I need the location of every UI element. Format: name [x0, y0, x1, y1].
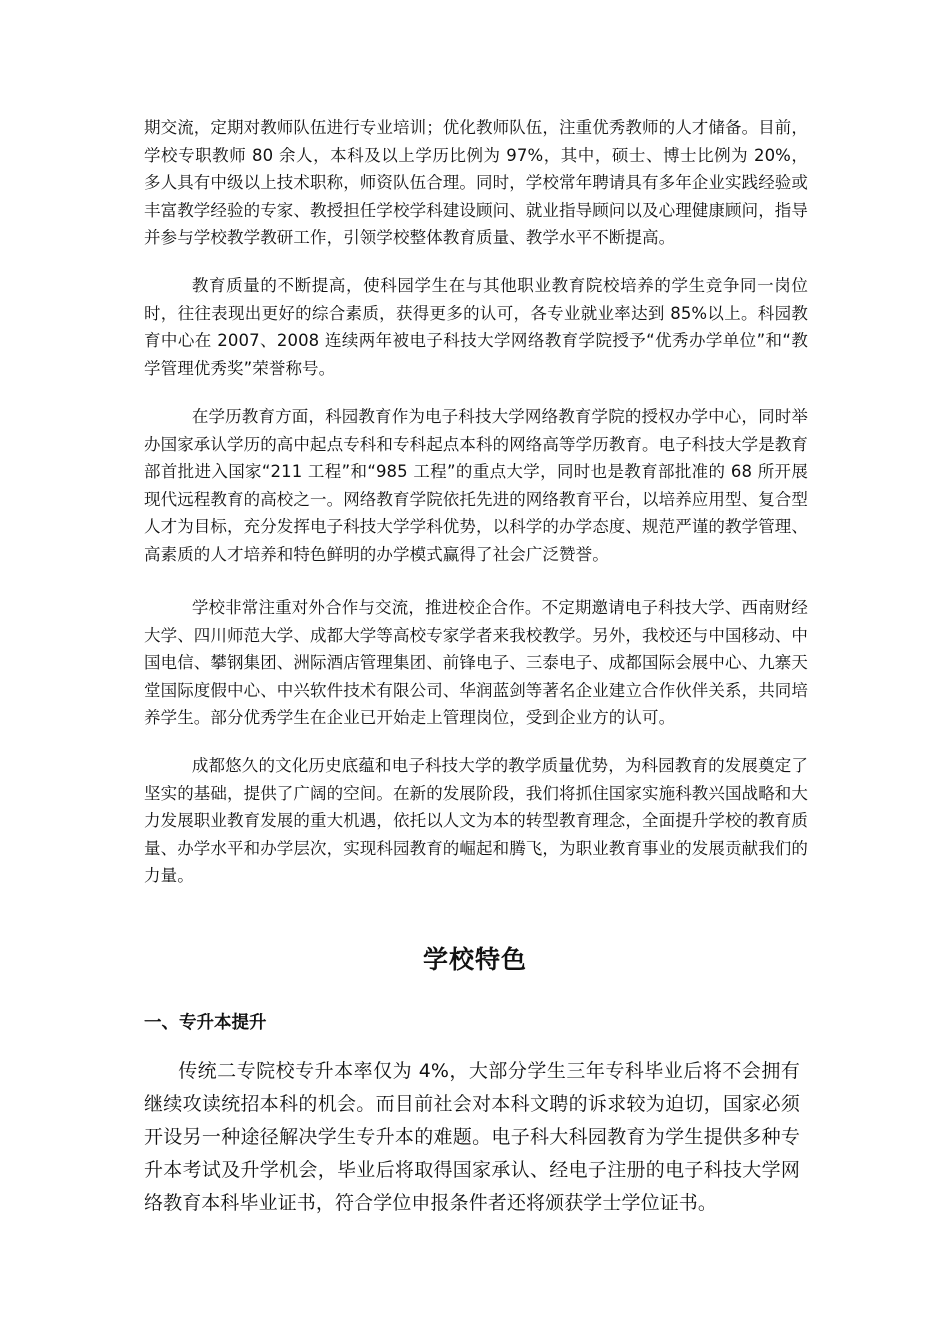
- paragraph-development: 成都悠久的文化历史底蕴和电子科技大学的教学质量优势，为科园教育的发展奠定了坚实的基础，提供了广阔的空间。在新的发展阶段，我们将抓住国家实施科教兴国战略和大力发展职业教育发展的重大机遇，依托以人文为本的转型教育理念，全面提升学校的教育质量、办学水平和办学层次，实现科园教育的崛起和腾飞，为职业教育事业的发展贡献我们的力量。: [144, 756, 808, 885]
- paragraph-faculty: 期交流，定期对教师队伍进行专业培训；优化教师队伍，注重优秀教师的人才储备。目前，学校专职教师 80 余人，本科及以上学历比例为 97%，其中，硕士、博士比例为 20%，多人具有中级以上技术职称，师资队伍合理。同时，学校常年聘请具有多年企业实践经验或丰富教学经验的专家、教授担任学校学科建设顾问、就业指导顾问以及心理健康顾问，指导并参与学校教学教研工作，引领学校整体教育质量、教学水平不断提高。: [144, 118, 808, 247]
- paragraph-cooperation: 学校非常注重对外合作与交流，推进校企合作。不定期邀请电子科技大学、西南财经大学、四川师范大学、成都大学等高校专家学者来我校教学。另外，我校还与中国移动、中国电信、攀钢集团、洲际酒店管理集团、前锋电子、三泰电子、成都国际会展中心、九寨天堂国际度假中心、中兴软件技术有限公司、华润蓝剑等著名企业建立合作伙伴关系，共同培养学生。部分优秀学生在企业已开始走上管理岗位，受到企业方的认可。: [144, 598, 808, 727]
- paragraph-education-quality: 教育质量的不断提高，使科园学生在与其他职业教育院校培养的学生竞争同一岗位时，往往表现出更好的综合素质，获得更多的认可，各专业就业率达到 85%以上。科园教育中心在 2007、2008 连续两年被电子科技大学网络教育学院授予“优秀办学单位”和“教学管理优秀奖”荣誉称号。: [144, 276, 808, 378]
- paragraph-upgrade: 传统二专院校专升本率仅为 4%，大部分学生三年专科毕业后将不会拥有继续攻读统招本科的机会。而目前社会对本科文聘的诉求较为迫切，国家必须开设另一种途径解决学生专升本的难题。电子科大科园教育为学生提供多种专升本考试及升学机会，毕业后将取得国家承认、经电子注册的电子科技大学网络教育本科毕业证书，符合学位申报条件者还将颁获学士学位证书。: [144, 1060, 800, 1214]
- subsection-heading: 一、专升本提升: [144, 1013, 267, 1033]
- paragraph-degree-education: 在学历教育方面，科园教育作为电子科技大学网络教育学院的授权办学中心，同时举办国家承认学历的高中起点专科和专科起点本科的网络高等学历教育。电子科技大学是教育部首批进入国家“211 工程”和“985 工程”的重点大学，同时也是教育部批准的 68 所开展现代远程教育的高校之一。网络教育学院依托先进的网络教育平台，以培养应用型、复合型人才为目标，充分发挥电子科技大学学科优势，以科学的办学态度、规范严谨的教学管理、高素质的人才培养和特色鲜明的办学模式赢得了社会广泛赞誉。: [144, 407, 808, 564]
- section-title: 学校特色: [422, 945, 527, 974]
